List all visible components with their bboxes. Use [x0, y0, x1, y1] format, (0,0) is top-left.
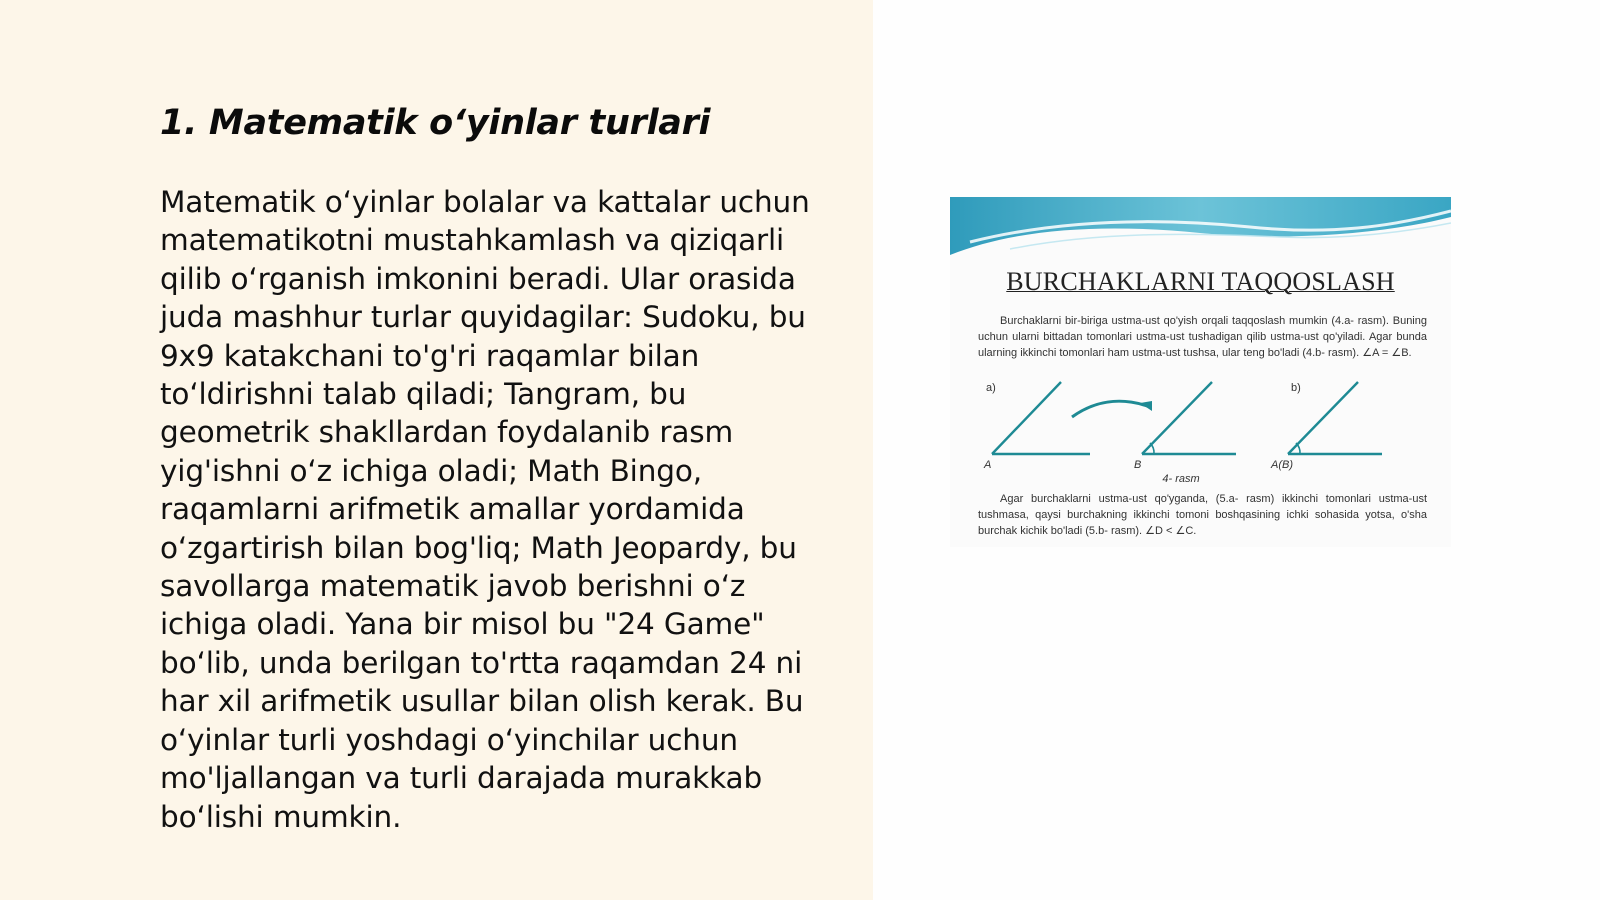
vertex-a-label: A — [984, 459, 992, 471]
angle-b — [1142, 382, 1236, 454]
figure-caption: 4- rasm — [1162, 473, 1200, 485]
arrow-head — [1140, 401, 1152, 411]
angle-comparison-figure — [950, 377, 1451, 487]
move-arrow — [1072, 401, 1150, 417]
slide-body-text: Matematik o‘yinlar bolalar va kattalar uchun matematikotni mustahkamlash va qiziqarli qilib o‘rganish imkonini beradi. Ular orasida juda mashhur turlar quyidagilar: Sudoku, bu 9x9 katakchani to'g'ri raqamlar bilan to‘ldirishni talab qiladi; Tangram, bu geometrik shakllardan foydalanib rasm yig'ishni o‘z ichiga oladi; Math Bingo, raqamlarni arifmetik amallar yordamida o‘zgartirish bilan bog'liq; Math Jeopardy, bu savollarga matematik javob berishni o‘z ichiga oladi. Yana bir misol bu "24 Game" bo‘lib, unda berilgan to'rtta raqamdan 24 ni har xil arifmetik usullar bilan olish kerak. Bu o‘yinlar turli yoshdagi o‘yinchilar uchun mo'ljallangan va turli darajada murakkab bo‘lishi mumkin. — [160, 185, 810, 834]
angle-ab — [1288, 382, 1382, 454]
wave-banner — [950, 197, 1451, 259]
slide-title: 1. Matematik o‘yinlar turlari — [160, 103, 711, 143]
embedded-textbook-image — [950, 197, 1451, 547]
image-title: BURCHAKLARNI TAQQOSLASH — [1006, 267, 1395, 296]
figure-label-b: b) — [1291, 382, 1301, 394]
angle-a — [992, 382, 1090, 454]
image-paragraph-bottom: Agar burchaklarni ustma-ust qo'yganda, (5.a- rasm) ikkinchi tomonlari ustma-ust tushmasa, qaysi burchakning ikkinchi tomoni boshqasining ichki sohasida yotsa, o'sha burchak kichik bo'ladi (5.b- rasm). ∠D < ∠C. — [978, 493, 1427, 537]
image-paragraph-top: Burchaklarni bir-biriga ustma-ust qo'yish orqali taqqoslash mumkin (4.a- rasm). Buning uchun ularni bittadan tomonlari ustma-ust tushadigan qilib ustma-ust qo'yiladi. Agar bunda ularning ikkinchi tomonlari ham ustma-ust tushsa, ular teng bo'ladi (4.b- rasm). ∠A = ∠B. — [978, 315, 1427, 359]
figure-label-a: a) — [986, 382, 996, 394]
vertex-ab-label: A(B) — [1271, 459, 1293, 471]
vertex-b-label: B — [1134, 459, 1142, 471]
